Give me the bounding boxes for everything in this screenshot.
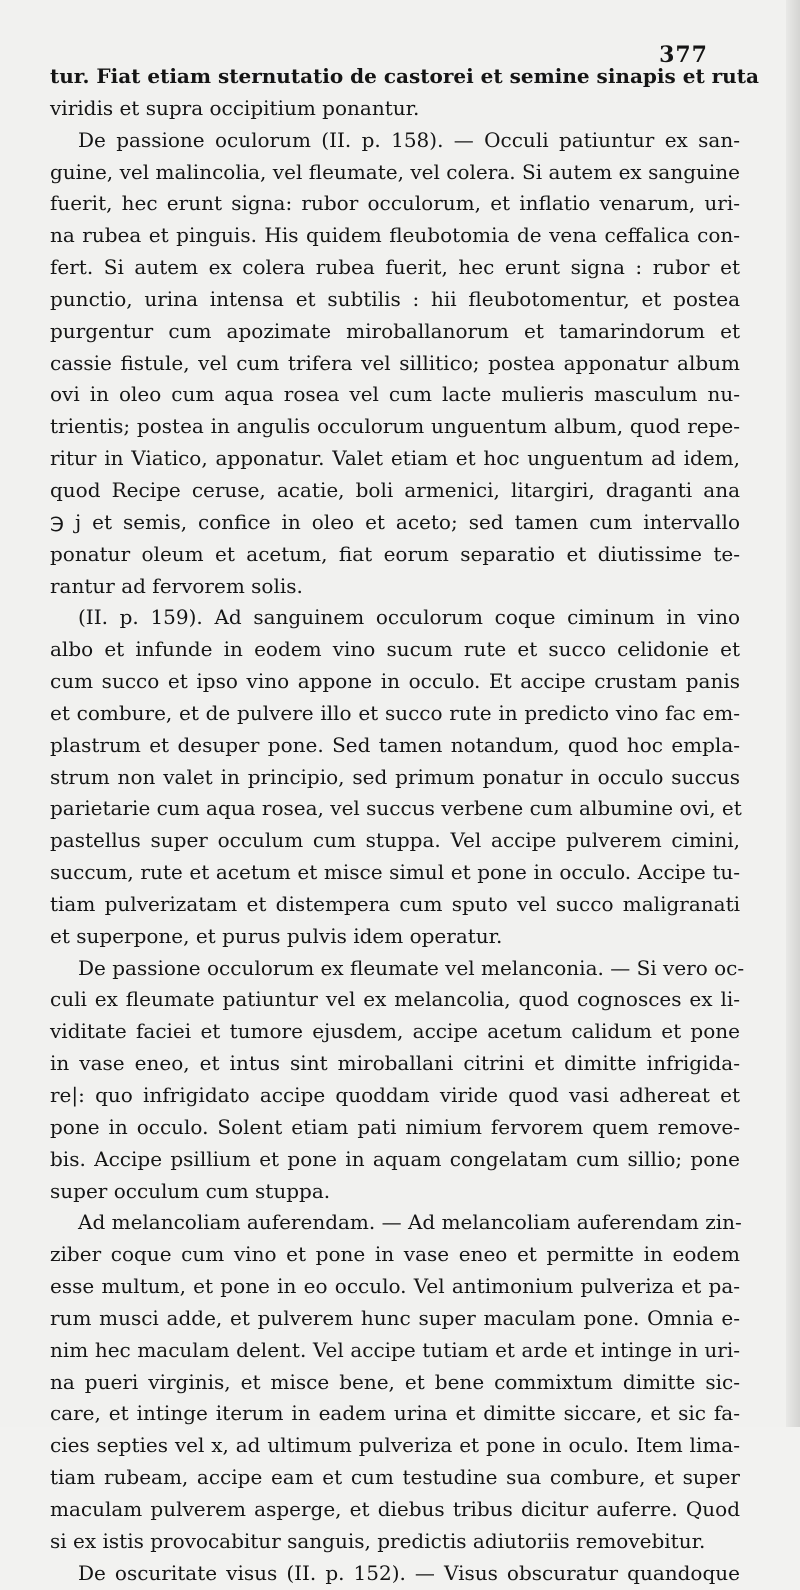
text-line-45: tiam rubeam, accipe eam et cum testudine sua combure, et super <box>50 1465 740 1490</box>
text-line-44: cies septies vel x, ad ultimum pulveriza et pone in oculo. Item lima- <box>50 1433 740 1458</box>
body-text <box>50 61 759 1590</box>
text-line-5: fuerit, hec erunt signa: rubor occulorum, et inflatio venarum, uri- <box>50 191 740 216</box>
text-line-38: ziber coque cum vino et pone in vase eneo et permitte in eodem <box>50 1242 740 1267</box>
text-line-28: et superpone, et purus pulvis idem operatur. <box>50 923 503 948</box>
text-line-31: viditate faciei et tumore ejusdem, accipe acetum calidum et pone <box>50 1019 740 1044</box>
text-line-13: ritur in Viatico, apponatur. Valet etiam et hoc unguentum ad idem, <box>50 446 740 471</box>
text-line-19: albo et infunde in eodem vino sucum rute et succo celidonie et <box>50 637 740 662</box>
text-line-40: rum musci adde, et pulverem hunc super maculam pone. Omnia e- <box>50 1305 740 1330</box>
page-edge-shadow <box>786 0 800 1427</box>
text-line-41: nim hec maculam delent. Vel accipe tutiam et arde et intinge in uri- <box>50 1337 740 1362</box>
text-line-16: ponatur oleum et acetum, fiat eorum separatio et diutissime te- <box>50 541 740 566</box>
text-line-10: cassie fistule, vel cum trifera vel sillitico; postea apponatur album <box>50 350 740 375</box>
text-line-9: purgentur cum apozimate miroballanorum et tamarindorum et <box>50 318 740 343</box>
text-line-17: rantur ad fervorem solis. <box>50 573 303 598</box>
text-line-4: guine, vel malincolia, vel fleumate, vel colera. Si autem ex sanguine <box>50 159 740 184</box>
text-line-29: De passione occulorum ex fleumate vel melanconia. — Si vero oc- <box>78 955 745 980</box>
text-line-14: quod Recipe ceruse, acatie, boli armenici, litargiri, draganti ana <box>50 477 740 502</box>
text-line-20: cum succo et ipso vino appone in occulo. Et accipe crustam panis <box>50 669 740 694</box>
text-line-33: re|: quo infrigidato accipe quoddam viride quod vasi adhereat et <box>50 1083 740 1107</box>
text-line-1: tur. Fiat etiam sternutatio de castorei et semine sinapis et ruta <box>50 64 759 88</box>
text-line-7: fert. Si autem ex colera rubea fuerit, hec erunt signa : rubor et <box>50 255 740 280</box>
text-line-8: punctio, urina intensa et subtilis : hii fleubotomentur, et postea <box>50 286 740 311</box>
text-line-46: maculam pulverem asperge, et diebus tribus dicitur auferre. Quod <box>50 1496 740 1521</box>
text-line-43: care, et intinge iterum in eadem urina et dimitte siccare, et sic fa- <box>50 1401 740 1426</box>
text-line-37: Ad melancoliam auferendam. — Ad melancoliam auferendam zin- <box>78 1210 742 1235</box>
text-line-42: na pueri virginis, et misce bene, et bene commixtum dimitte sic- <box>50 1369 740 1394</box>
text-line-23: strum non valet in principio, sed primum ponatur in occulo succus <box>50 764 740 789</box>
text-line-21: et combure, et de pulvere illo et succo rute in predicto vino fac em- <box>50 700 740 725</box>
text-line-30: culi ex fleumate patiuntur vel ex melancolia, quod cognosces ex li- <box>50 987 740 1012</box>
text-line-12: trientis; postea in angulis occulorum unguentum album, quod repe- <box>50 414 740 439</box>
text-line-32: in vase eneo, et intus sint miroballani citrini et dimitte infrigida- <box>50 1051 740 1076</box>
text-line-25: pastellus super occulum cum stuppa. Vel accipe pulverem cimini, <box>50 828 740 853</box>
text-line-2: viridis et supra occipitium ponantur. <box>50 95 420 120</box>
text-line-34: pone in occulo. Solent etiam pati nimium fervorem quem remove- <box>50 1114 740 1139</box>
text-line-18: (II. p. 159). Ad sanguinem occulorum coque ciminum in vino <box>78 605 740 630</box>
text-line-39: esse multum, et pone in eo occulo. Vel antimonium pulveriza et pa- <box>50 1274 740 1299</box>
text-line-22: plastrum et desuper pone. Sed tamen notandum, quod hoc empla- <box>50 732 740 757</box>
text-line-47: si ex istis provocabitur sanguis, predictis adiutoriis removebitur. <box>50 1528 706 1553</box>
text-line-35: bis. Accipe psillium et pone in aquam congelatam cum sillio; pone <box>50 1146 740 1171</box>
text-line-27: tiam pulverizatam et distempera cum sputo vel succo maligranati <box>50 891 740 916</box>
text-line-6: na rubea et pinguis. His quidem fleubotomia de vena ceffalica con- <box>50 223 740 248</box>
text-line-24: parietarie cum aqua rosea, vel succus verbene cum albumine ovi, et <box>50 796 742 821</box>
text-line-3: De passione oculorum (II. p. 158). — Occuli patiuntur ex san- <box>78 127 740 152</box>
text-line-26: succum, rute et acetum et misce simul et pone in occulo. Accipe tu- <box>50 860 740 885</box>
text-line-15: ℈ j et semis, confice in oleo et aceto; sed tamen cum intervallo <box>50 509 740 534</box>
text-line-11: ovi in oleo cum aqua rosea vel cum lacte mulieris masculum nu- <box>50 382 740 407</box>
page-number: 377 <box>659 42 708 68</box>
text-line-48: De oscuritate visus (II. p. 152). — Visus obscuratur quandoque <box>78 1560 740 1585</box>
text-line-36: super occulum cum stuppa. <box>50 1178 331 1203</box>
